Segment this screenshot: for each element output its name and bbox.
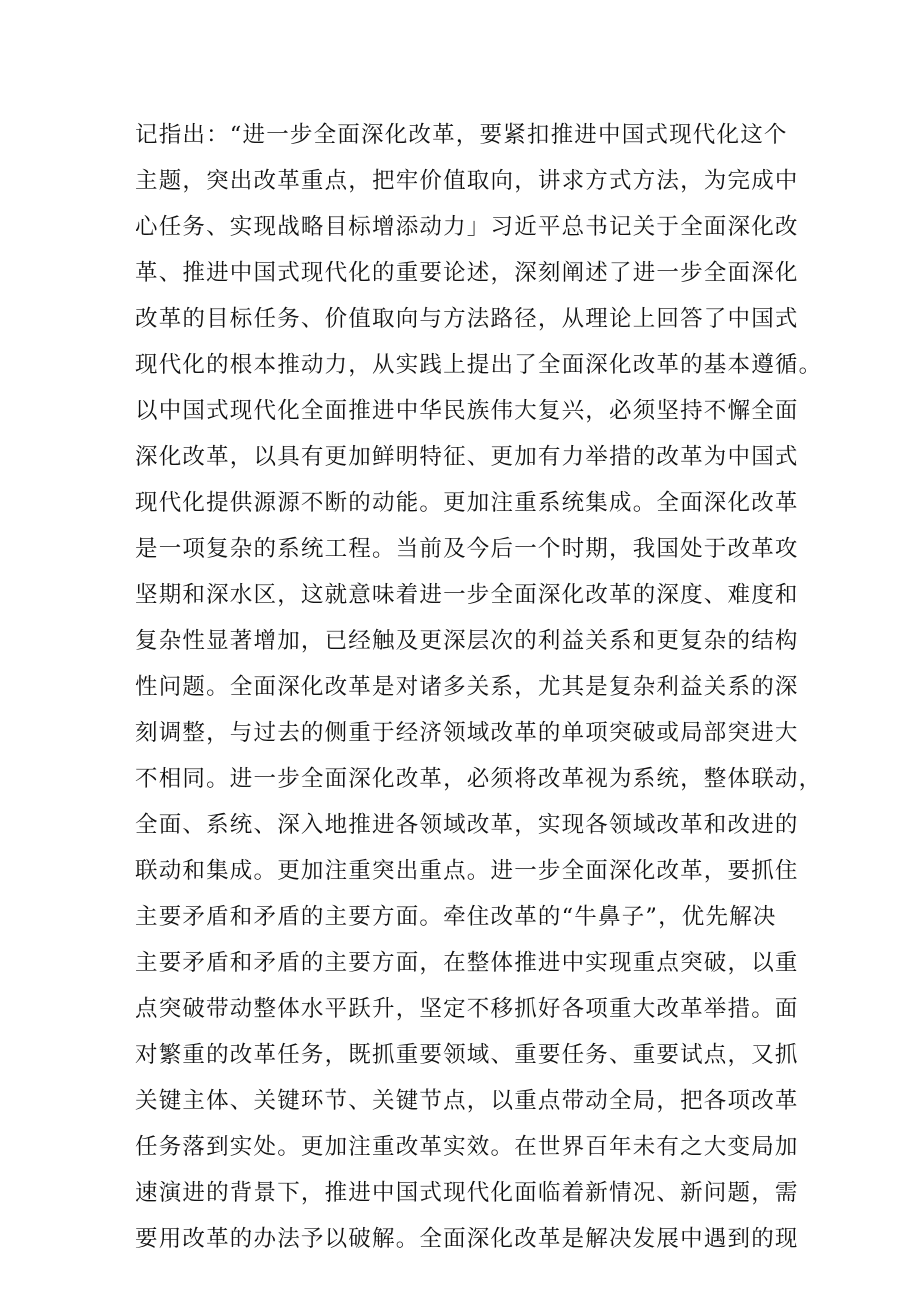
text-line: 关键主体、关键环节、关键节点，以重点带动全局，把各项改革 <box>135 1088 799 1114</box>
text-line: 性问题。全面深化改革是对诸多关系，尤其是复杂利益关系的深 <box>135 674 799 700</box>
text-line: 心任务、实现战略目标增添动力」习近平总书记关于全面深化改 <box>135 214 799 240</box>
text-line: 是一项复杂的系统工程。当前及今后一个时期，我国处于改革攻 <box>135 536 799 562</box>
text-line: 改革的目标任务、价值取向与方法路径，从理论上回答了中国式 <box>135 306 799 332</box>
text-line: 复杂性显著增加，已经触及更深层次的利益关系和更复杂的结构 <box>135 628 799 654</box>
text-line: 革、推进中国式现代化的重要论述，深刻阐述了进一步全面深化 <box>135 260 799 286</box>
text-line: 要用改革的办法予以破解。全面深化改革是解决发展中遇到的现 <box>135 1226 799 1252</box>
text-line: 以中国式现代化全面推进中华民族伟大复兴，必须坚持不懈全面 <box>135 398 799 424</box>
text-line: 坚期和深水区，这就意味着进一步全面深化改革的深度、难度和 <box>135 582 799 608</box>
text-line: 主要矛盾和矛盾的主要方面，在整体推进中实现重点突破，以重 <box>135 950 799 976</box>
text-line: 不相同。进一步全面深化改革，必须将改革视为系统，整体联动， <box>135 766 823 792</box>
text-line: 任务落到实处。更加注重改革实效。在世界百年未有之大变局加 <box>135 1134 799 1160</box>
text-line: 记指出：“进一步全面深化改革，要紧扣推进中国式现代化这个 <box>135 122 788 148</box>
text-line: 现代化的根本推动力，从实践上提出了全面深化改革的基本遵循。 <box>135 352 823 378</box>
text-line: 对繁重的改革任务，既抓重要领域、重要任务、重要试点，又抓 <box>135 1042 799 1068</box>
text-line: 主题，突出改革重点，把牢价值取向，讲求方式方法，为完成中 <box>135 168 799 194</box>
text-line: 速演进的背景下，推进中国式现代化面临着新情况、新问题，需 <box>135 1180 799 1206</box>
body-text <box>135 112 823 1262</box>
text-line: 点突破带动整体水平跃升，坚定不移抓好各项重大改革举措。面 <box>135 996 799 1022</box>
text-line: 主要矛盾和矛盾的主要方面。牵住改革的“牛鼻子”，优先解决 <box>135 904 777 930</box>
text-line: 全面、系统、深入地推进各领域改革，实现各领域改革和改进的 <box>135 812 799 838</box>
text-line: 深化改革，以具有更加鲜明特征、更加有力举措的改革为中国式 <box>135 444 799 470</box>
text-line: 联动和集成。更加注重突出重点。进一步全面深化改革，要抓住 <box>135 858 799 884</box>
text-line: 现代化提供源源不断的动能。更加注重系统集成。全面深化改革 <box>135 490 799 516</box>
text-line: 刻调整，与过去的侧重于经济领域改革的单项突破或局部突进大 <box>135 720 799 746</box>
